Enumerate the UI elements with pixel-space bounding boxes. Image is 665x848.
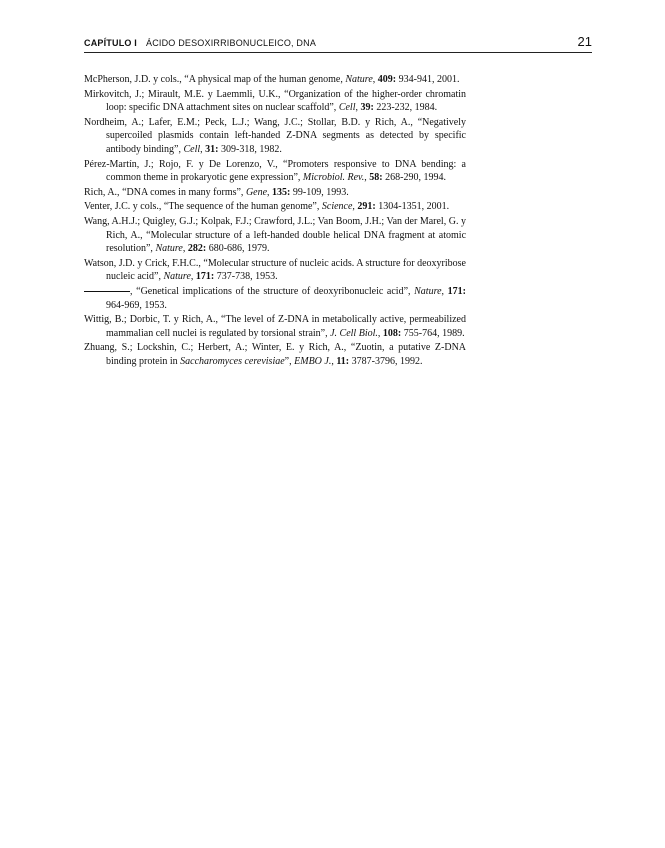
ref-volume: 291: bbox=[357, 201, 376, 213]
ref-authors: Rich, A., bbox=[84, 186, 123, 198]
ref-authors: Zhuang, S.; Lockshin, C.; Herbert, A.; Winter, E. y Rich, A., bbox=[84, 342, 351, 354]
ref-journal: Cell bbox=[338, 102, 356, 114]
ref-title: “The level of Z-DNA in metabolically active, permeabilized mammalian cell nuclei is regulated by torsional strain”, bbox=[106, 314, 466, 339]
ref-volume: 108: bbox=[382, 327, 402, 339]
ref-pages: 680-686, 1979. bbox=[206, 243, 270, 255]
ref-title: “Negatively supercoiled plasmids contain left-handed Z-DNA segments as detected by specific antibody binding”, bbox=[106, 116, 466, 155]
ref-pages: 737-738, 1953. bbox=[214, 271, 278, 283]
ref-pages: 964-969, 1953. bbox=[106, 299, 167, 311]
ref-authors: Wang, A.H.J.; Quigley, G.J.; Kolpak, F.J.; Crawford, J.L.; Van Boom, J.H.; Van der Marel, G. y Rich, A., bbox=[84, 215, 466, 241]
ref-volume: 58: bbox=[369, 172, 383, 184]
ref-pages: 755-764, 1989. bbox=[401, 327, 465, 339]
ditto-dash bbox=[84, 291, 130, 292]
ref-title: “Organization of the higher-order chromatin loop: specific DNA attachment sites on nuclear scaffold”, bbox=[106, 88, 466, 114]
ref-authors: Wittig, B.; Dorbic, T. y Rich, A., bbox=[84, 314, 222, 326]
reference-item: Pérez-Martín, J.; Rojo, F. y De Lorenzo, V., “Promoters responsive to DNA bending: a common theme in prokaryotic gene expression”, Microbiol. Rev., 58: 268-290, 1994. bbox=[84, 158, 466, 184]
reference-item: Zhuang, S.; Lockshin, C.; Herbert, A.; Winter, E. y Rich, A., “Zuotin, a putative Z-DNA binding protein in Saccharomyces cerevisiae”, EMBO J., 11: 3787-3796, 1992. bbox=[84, 342, 467, 367]
ref-title: “Zuotin, a putative Z-DNA binding protein in bbox=[106, 342, 467, 367]
ref-journal: Cell bbox=[183, 143, 201, 155]
ref-authors: Nordheim, A.; Lafer, E.M.; Peck, L.J.; Wang, J.C.; Stollar, B.D. y Rich, A., bbox=[84, 116, 418, 128]
ref-volume: 135: bbox=[272, 186, 291, 198]
ref-authors: McPherson, J.D. y cols., bbox=[84, 74, 185, 85]
ref-authors: Venter, J.C. y cols., bbox=[84, 201, 164, 213]
ref-authors: Pérez-Martín, J.; Rojo, F. y De Lorenzo, V., bbox=[84, 158, 284, 170]
ref-pages: 309-318, 1982. bbox=[218, 143, 282, 155]
ref-authors: Mirkovitch, J.; Mirault, M.E. y Laemmli, U.K., bbox=[84, 88, 285, 100]
ref-volume: 31: bbox=[205, 143, 219, 155]
reference-item: Wittig, B.; Dorbic, T. y Rich, A., “The level of Z-DNA in metabolically active, permeabilized mammalian cell nuclei is regulated by torsional strain”, J. Cell Biol., 108: 755-764, 1989. bbox=[84, 314, 466, 339]
ref-pages: 3787-3796, 1992. bbox=[349, 355, 423, 367]
ref-journal: Microbiol. Rev. bbox=[302, 172, 365, 184]
page-number: 21 bbox=[577, 34, 592, 49]
ref-journal: Nature bbox=[345, 74, 373, 85]
ref-journal: Nature bbox=[155, 243, 183, 255]
ref-title-italic: Saccharomyces cerevisiae bbox=[180, 355, 285, 367]
ref-title: “DNA comes in many forms”, bbox=[122, 186, 246, 198]
chapter-title: ÁCIDO DESOXIRRIBONUCLEICO, DNA bbox=[146, 38, 317, 48]
ref-volume: 171: bbox=[195, 271, 215, 283]
ref-volume: 171: bbox=[447, 285, 467, 297]
ref-title: “Promoters responsive to DNA bending: a common theme in prokaryotic gene expression”, bbox=[106, 158, 466, 184]
ref-pages: 99-109, 1993. bbox=[290, 186, 349, 198]
ref-pages: 934-941, 2001. bbox=[396, 74, 460, 85]
ref-authors: , bbox=[130, 285, 137, 297]
ref-pages: 223-232, 1984. bbox=[373, 102, 438, 114]
ref-title: “Molecular structure of a left-handed double helical DNA fragment at atomic resolution”, bbox=[106, 229, 467, 255]
ref-journal: EMBO J. bbox=[294, 355, 332, 367]
ref-volume: 39: bbox=[360, 102, 374, 114]
ref-authors: Watson, J.D. y Crick, F.H.C., bbox=[84, 257, 204, 269]
ref-title: “A physical map of the human genome, bbox=[184, 74, 346, 85]
ref-title: “Genetical implications of the structure of deoxyribonucleic acid”, bbox=[136, 285, 415, 297]
ref-volume: 11: bbox=[336, 355, 350, 367]
ref-journal: Nature bbox=[163, 271, 191, 283]
ref-pages: 268-290, 1994. bbox=[382, 172, 446, 184]
ref-title: “The sequence of the human genome”, bbox=[163, 201, 322, 213]
ref-volume: 282: bbox=[187, 243, 207, 255]
reference-item: Venter, J.C. y cols., “The sequence of the human genome”, Science, 291: 1304-1351, 2001. bbox=[84, 201, 450, 213]
running-head bbox=[84, 36, 592, 53]
ref-pages: 1304-1351, 2001. bbox=[375, 201, 450, 213]
reference-item: Wang, A.H.J.; Quigley, G.J.; Kolpak, F.J.; Crawford, J.L.; Van Boom, J.H.; Van der Marel, G. y Rich, A., “Molecular structure of a left-handed double helical DNA fragment at atomic resolution”, Nature, 282: 680-686, 1979. bbox=[84, 215, 467, 255]
ref-journal: Gene bbox=[245, 186, 268, 198]
ref-title: “Molecular structure of nucleic acids. A structure for deoxyribose nucleic acid”, bbox=[106, 257, 466, 283]
reference-list bbox=[84, 73, 466, 369]
ref-journal: Science bbox=[321, 201, 353, 213]
reference-item: Rich, A., “DNA comes in many forms”, Gene, 135: 99-109, 1993. bbox=[84, 186, 349, 198]
reference-item: , “Genetical implications of the structure of deoxyribonucleic acid”, Nature, 171: 964-969, 1953. bbox=[84, 285, 466, 312]
reference-item: Nordheim, A.; Lafer, E.M.; Peck, L.J.; Wang, J.C.; Stollar, B.D. y Rich, A., “Negatively supercoiled plasmids contain left-handed Z-DNA segments as detected by specific antibody binding”, Cell, 31: 309-318, 1982. bbox=[84, 116, 466, 155]
ref-journal: J. Cell Biol. bbox=[330, 327, 378, 339]
chapter-label: CAPÍTULO I bbox=[84, 38, 137, 48]
reference-item: Mirkovitch, J.; Mirault, M.E. y Laemmli, U.K., “Organization of the higher-order chromatin loop: specific DNA attachment sites on nuclear scaffold”, Cell, 39: 223-232, 1984. bbox=[84, 88, 466, 114]
reference-item: McPherson, J.D. y cols., “A physical map of the human genome, Nature, 409: 934-941, 2001. bbox=[84, 74, 460, 85]
reference-item: Watson, J.D. y Crick, F.H.C., “Molecular structure of nucleic acids. A structure for deoxyribose nucleic acid”, Nature, 171: 737-738, 1953. bbox=[84, 257, 466, 283]
ref-volume: 409: bbox=[377, 74, 397, 85]
ref-journal: Nature bbox=[414, 285, 442, 297]
